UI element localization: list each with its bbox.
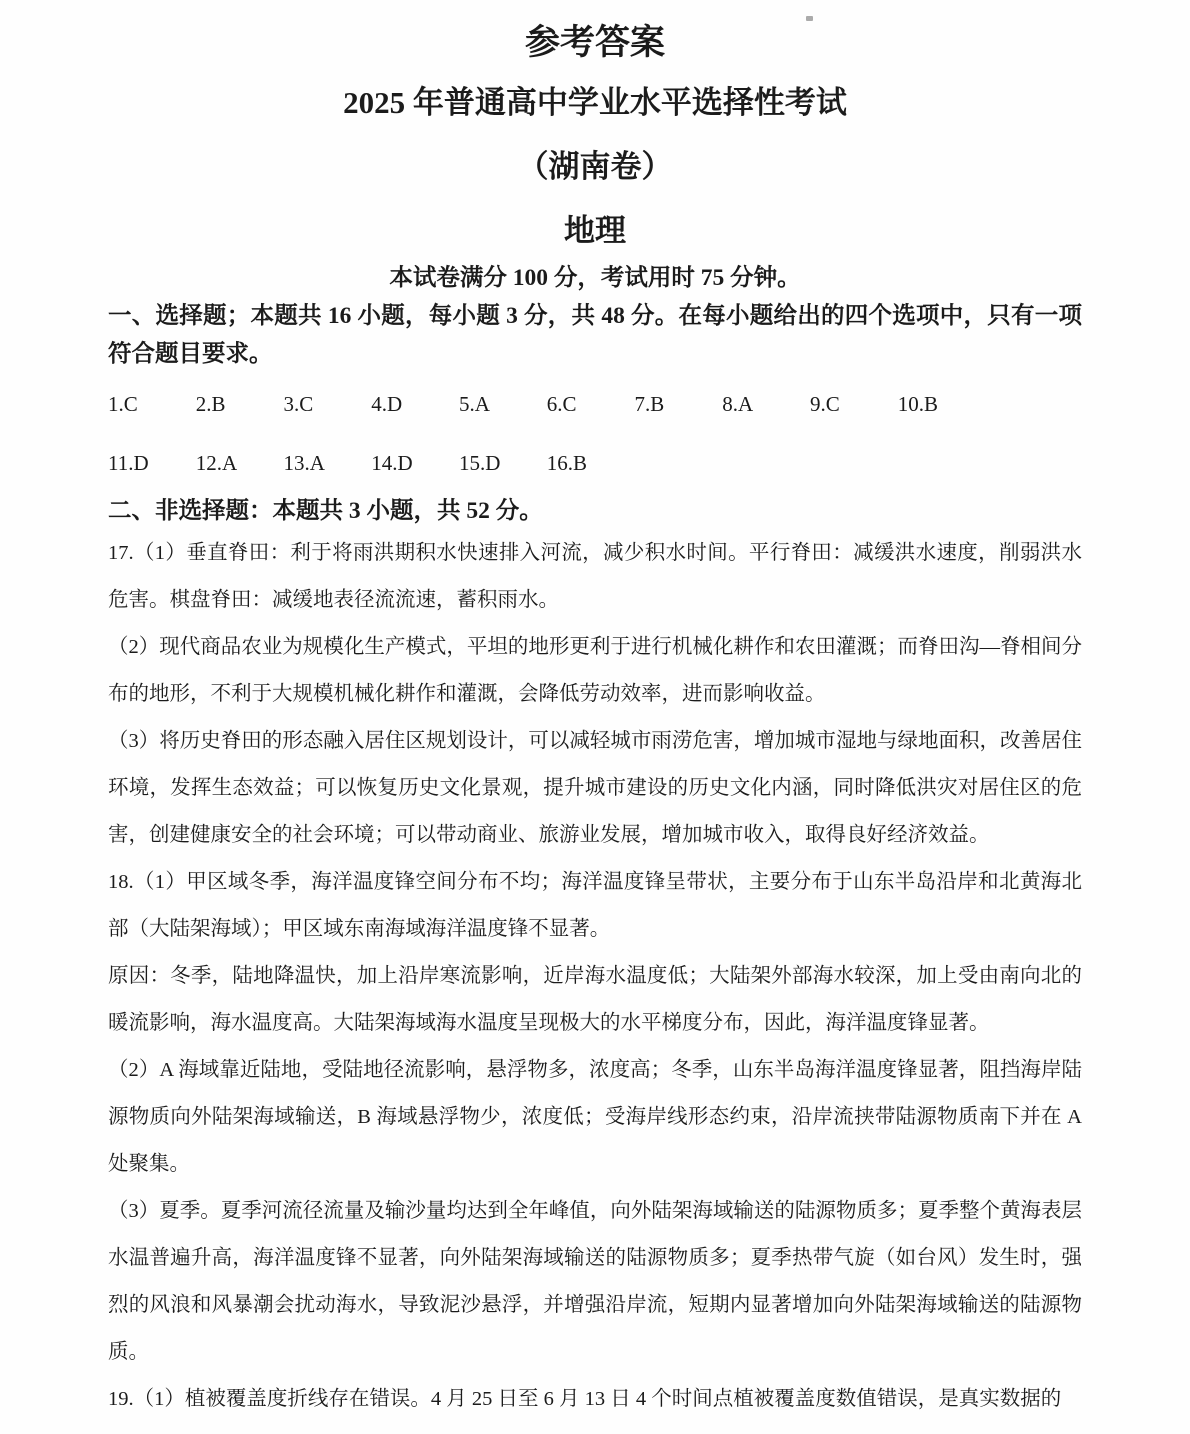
answer-item-4: 4.D bbox=[371, 392, 403, 416]
answer-item-3: 3.C bbox=[283, 392, 314, 416]
subject-heading: 地理 bbox=[564, 213, 626, 248]
paper-region-heading: （湖南卷） bbox=[517, 149, 673, 184]
answer-item-2: 2.B bbox=[195, 392, 226, 416]
answer-item-9: 9.C bbox=[810, 392, 840, 416]
answer-item-10: 10.B bbox=[897, 392, 939, 416]
page-title: 参考答案 bbox=[524, 23, 665, 62]
answer-item-11: 11.D bbox=[108, 451, 149, 475]
exam-info-line: 本试卷满分 100 分，考试用时 75 分钟。 bbox=[389, 265, 801, 291]
answer-paragraph-17-2: （2）现代商品农业为规模化生产模式，平坦的地形更利于进行机械化耕作和农田灌溉；而脊田沟—脊相间分布的地形，不利于大规模机械化耕作和灌溉，会降低劳动效率，进而影响收益。 bbox=[108, 636, 1082, 705]
exam-name-heading: 2025 年普通高中学业水平选择性考试 bbox=[343, 85, 847, 120]
answer-item-12: 12.A bbox=[195, 451, 238, 475]
free-response-section-heading: 二、非选择题：本题共 3 小题，共 52 分。 bbox=[108, 498, 543, 524]
answer-item-14: 14.D bbox=[371, 451, 413, 475]
answer-paragraph-19-1: 19.（1）植被覆盖度折线存在错误。4 月 25 日至 6 月 13 日 4 个时间点植被覆盖度数值错误，是真实数据的 bbox=[108, 1388, 1062, 1410]
answer-item-5: 5.A bbox=[459, 392, 490, 416]
answer-paragraph-18-1-reason: 原因：冬季，陆地降温快，加上沿岸寒流影响，近岸海水温度低；大陆架外部海水较深，加上受由南向北的暖流影响，海水温度高。大陆架海域海水温度呈现极大的水平梯度分布，因此，海洋温度锋显著。 bbox=[108, 965, 1082, 1034]
answer-row-1 bbox=[108, 393, 1082, 416]
answer-row-2 bbox=[108, 452, 1082, 475]
choice-section-heading: 一、选择题；本题共 16 小题，每小题 3 分，共 48 分。在每小题给出的四个选项中，只有一项符合题目要求。 bbox=[108, 303, 1082, 367]
answer-paragraph-18-3: （3）夏季。夏季河流径流量及输沙量均达到全年峰值，向外陆架海域输送的陆源物质多；夏季整个黄海表层水温普遍升高，海洋温度锋不显著，向外陆架海域输送的陆源物质多；夏季热带气旋（如台风）发生时，强烈的风浪和风暴潮会扰动海水，导致泥沙悬浮，并增强沿岸流，短期内显著增加向外陆架海域输送的陆源物质。 bbox=[108, 1200, 1082, 1363]
answer-paragraph-17-3: （3）将历史脊田的形态融入居住区规划设计，可以减轻城市雨涝危害，增加城市湿地与绿地面积，改善居住环境，发挥生态效益；可以恢复历史文化景观，提升城市建设的历史文化内涵，同时降低洪灾对居住区的危害，创建健康安全的社会环境；可以带动商业、旅游业发展，增加城市收入，取得良好经济效益。 bbox=[108, 730, 1082, 846]
answer-item-6: 6.C bbox=[546, 392, 577, 416]
answer-item-15: 15.D bbox=[459, 451, 501, 475]
scan-artifact-dot bbox=[806, 16, 813, 21]
answer-item-16: 16.B bbox=[546, 451, 588, 475]
answer-item-7: 7.B bbox=[634, 392, 665, 416]
free-response-answers bbox=[108, 530, 1082, 1423]
answer-item-8: 8.A bbox=[722, 392, 754, 416]
answer-item-13: 13.A bbox=[283, 451, 325, 475]
answer-paragraph-18-1: 18.（1）甲区域冬季，海洋温度锋空间分布不均；海洋温度锋呈带状，主要分布于山东半岛沿岸和北黄海北部（大陆架海域）；甲区域东南海域海洋温度锋不显著。 bbox=[108, 871, 1082, 940]
answer-paragraph-17-1: 17.（1）垂直脊田：利于将雨洪期积水快速排入河流，减少积水时间。平行脊田：减缓洪水速度，削弱洪水危害。棋盘脊田：减缓地表径流流速，蓄积雨水。 bbox=[108, 542, 1082, 611]
answer-item-1: 1.C bbox=[108, 392, 138, 416]
answer-paragraph-18-2: （2）A 海域靠近陆地，受陆地径流影响，悬浮物多，浓度高；冬季，山东半岛海洋温度锋显著，阻挡海岸陆源物质向外陆架海域输送，B 海域悬浮物少，浓度低；受海岸线形态约束，沿岸流挟带陆源物质南下并在 A 处聚集。 bbox=[108, 1059, 1082, 1175]
